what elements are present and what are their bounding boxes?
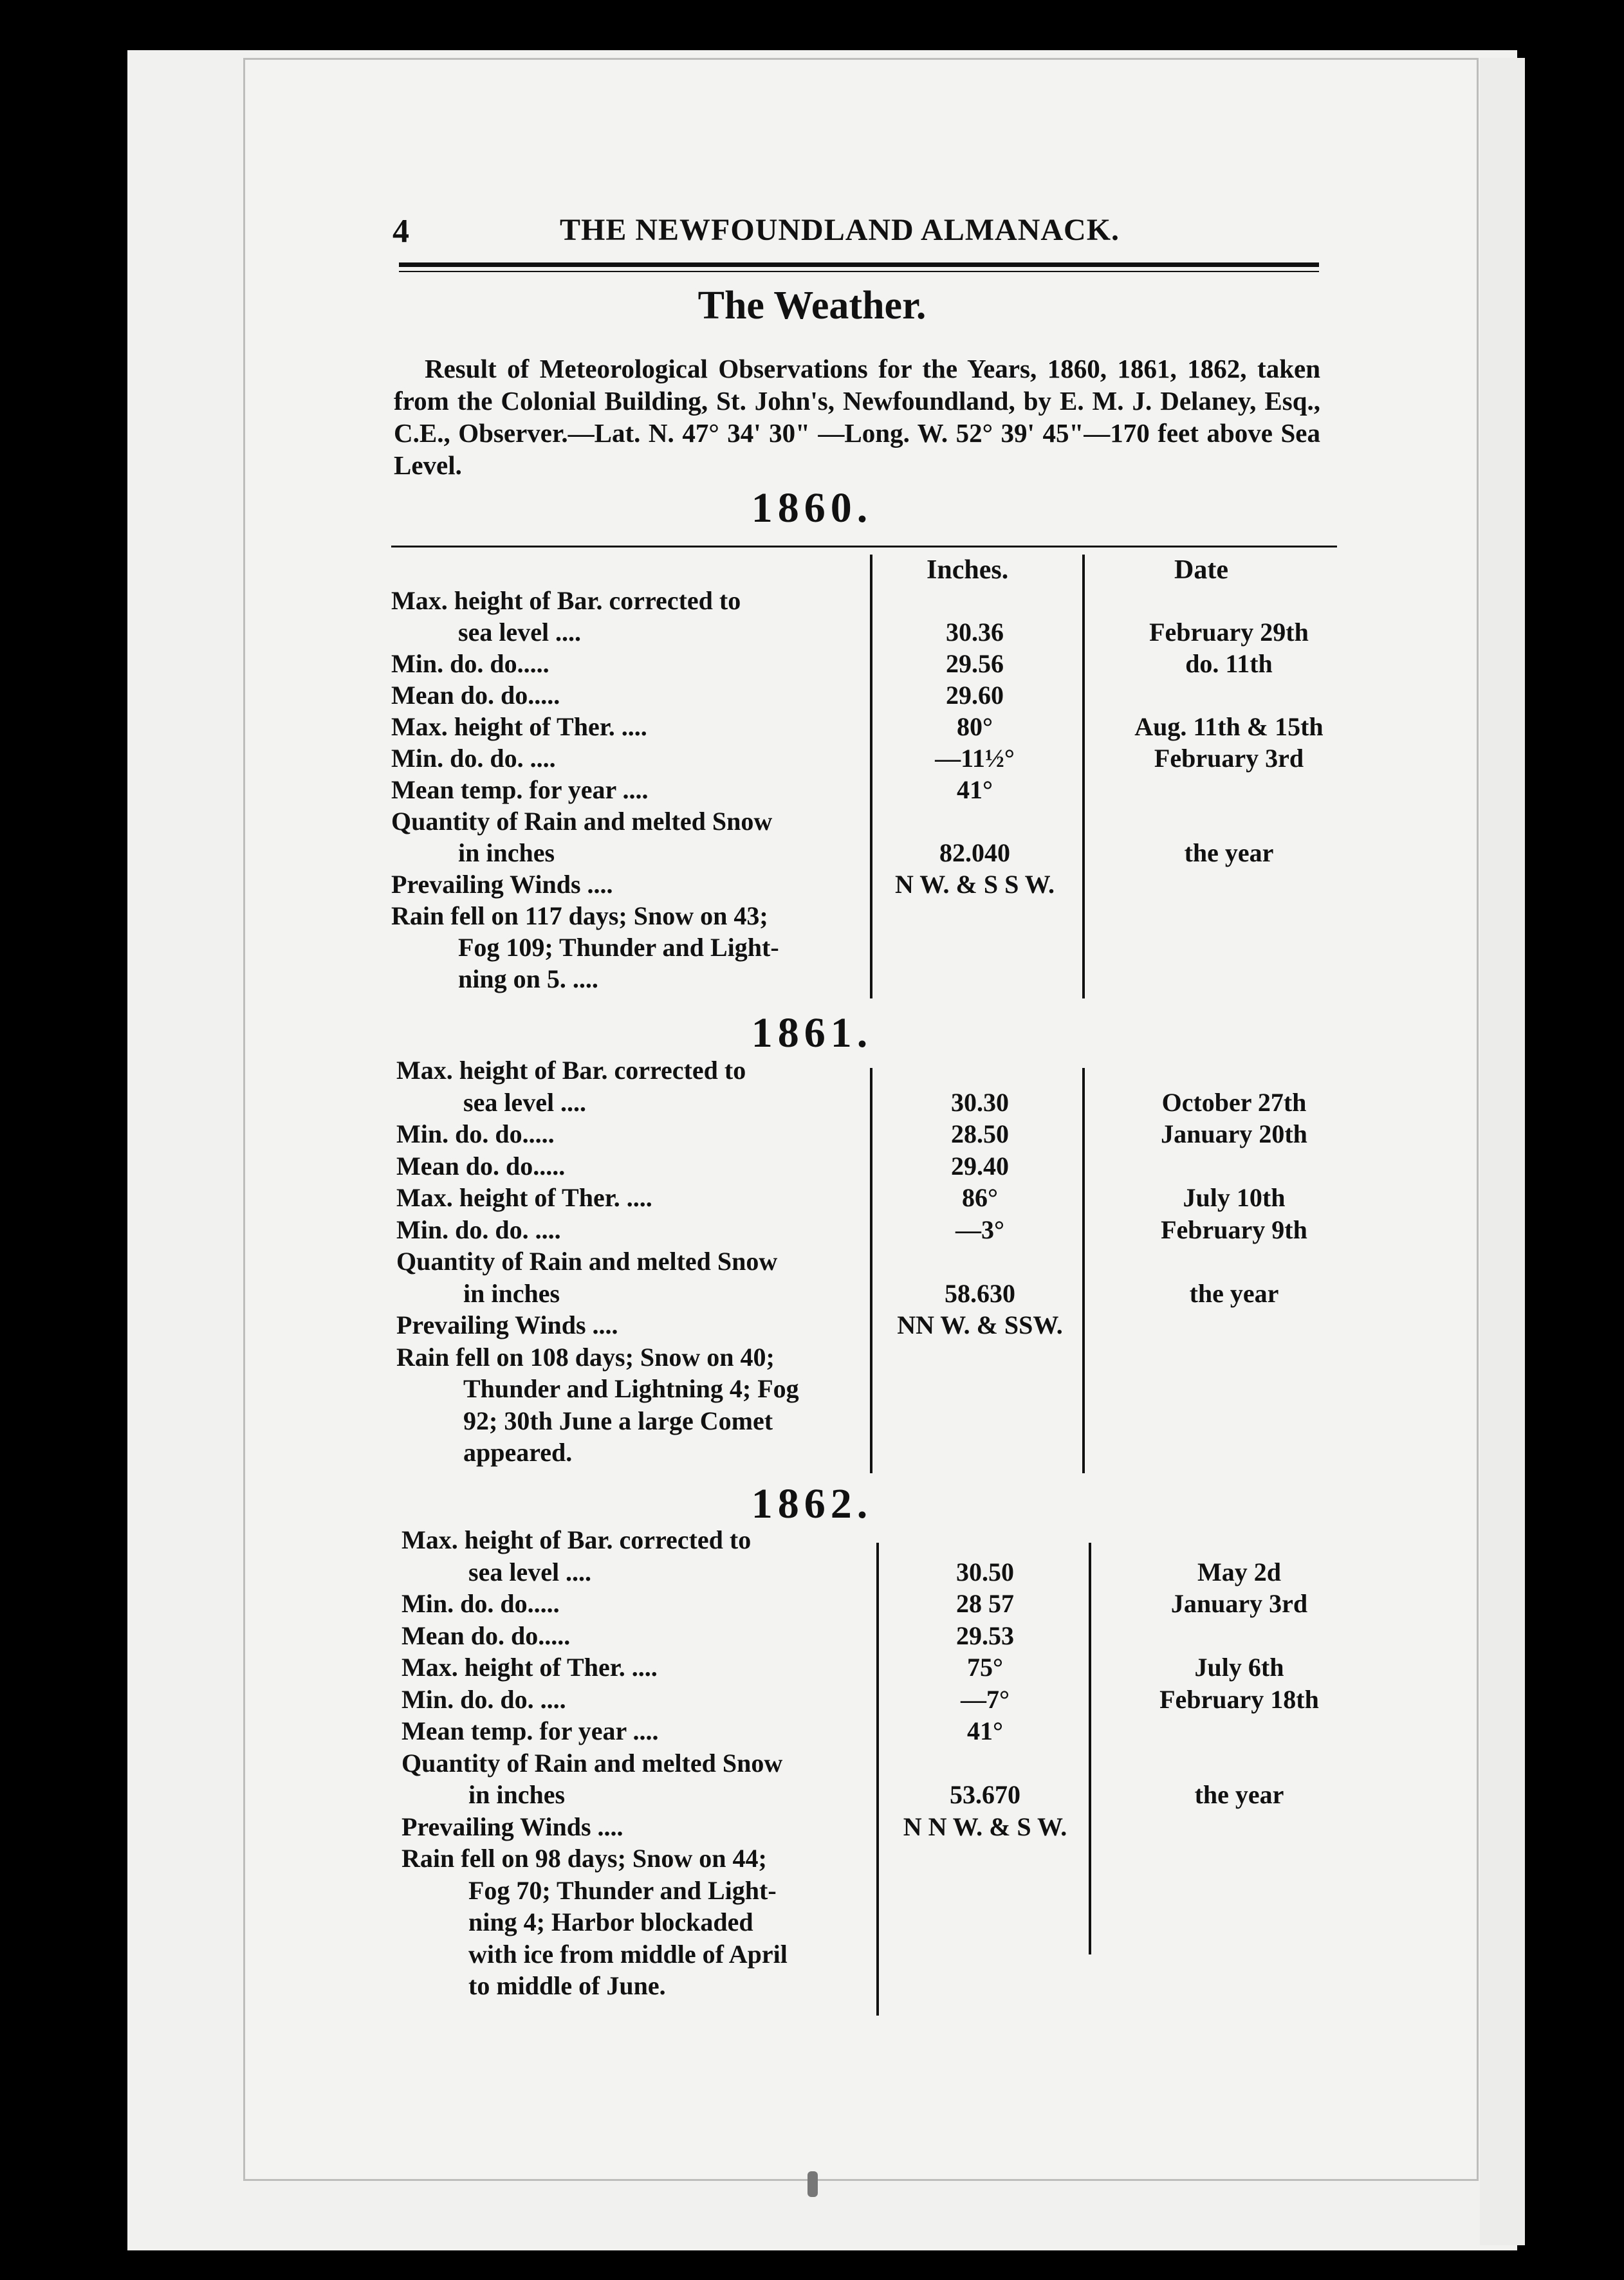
row-date: February 29th [1149,618,1309,647]
row-date: February 9th [1161,1215,1307,1244]
row-label: in inches [463,1278,560,1308]
row-value: N W. & S S W. [895,870,1055,899]
row-label: Max. height of Ther. .... [391,712,647,741]
section-title: The Weather. [697,284,927,327]
row-label: sea level .... [458,618,582,647]
row-label: Quantity of Rain and melted Snow [396,1247,778,1276]
row-value: 28 57 [956,1589,1014,1618]
row-label: Min. do. do. .... [396,1215,561,1244]
row-label: ning 4; Harbor blockaded [468,1908,753,1936]
row-label: appeared. [463,1438,573,1467]
row-value: 41° [967,1716,1003,1745]
row-label: in inches [468,1780,566,1809]
row-date: January 3rd [1170,1589,1308,1618]
row-label: Quantity of Rain and melted Snow [401,1748,783,1778]
row-value: 80° [957,712,993,741]
intro-paragraph [394,353,1320,481]
row-value: —7° [961,1684,1010,1714]
row-label: ning on 5. .... [458,964,598,993]
row-label: Prevailing Winds .... [401,1812,623,1841]
row-value: 30.36 [946,618,1004,647]
row-label: Max. height of Bar. corrected to [391,586,741,615]
row-label: Max. height of Bar. corrected to [401,1525,752,1554]
row-value: 30.50 [956,1557,1014,1586]
row-value: 29.60 [946,681,1004,710]
row-label: Min. do. do..... [396,1119,555,1148]
row-date: Aug. 11th & 15th [1134,712,1324,741]
row-label: Prevailing Winds .... [396,1310,618,1339]
row-label: Fog 109; Thunder and Light- [458,933,779,962]
row-label: Max. height of Ther. .... [401,1653,658,1682]
row-label: Mean do. do..... [396,1151,566,1181]
row-label: Prevailing Winds .... [391,870,613,899]
running-head: THE NEWFOUNDLAND ALMANACK. [560,213,1120,247]
row-label: Min. do. do..... [391,649,549,678]
row-label: Fog 70; Thunder and Light- [468,1875,777,1905]
row-value: 29.56 [946,649,1004,678]
year-heading-1861: 1861. [751,1009,873,1056]
row-date: October 27th [1161,1087,1307,1117]
page-header [392,212,1332,264]
table-rule-1860 [391,546,1337,547]
row-date: February 18th [1159,1684,1319,1714]
row-label: Mean temp. for year .... [391,775,649,804]
row-date: January 20th [1161,1119,1307,1148]
intro-text: Result of Meteorological Observations for the Years, 1860, 1861, 1862, taken from the Colonial Building, St. John's, Newfoundland, by E. M. J. Delaney, Esq., C.E., Observer.—Lat. N. 47° 34' 30" —Long. W. 52° 39' 45"—170 feet above Sea Level. [394,354,1320,480]
row-value: 29.53 [956,1621,1014,1650]
row-label: Max. height of Bar. corrected to [396,1056,746,1085]
ink-smudge [807,2171,818,2197]
row-label: 92; 30th June a large Comet [463,1406,773,1435]
header-rule-thick [399,262,1319,267]
row-value: 29.40 [951,1151,1009,1181]
row-value: —11½° [935,744,1015,773]
row-label: Min. do. do. .... [401,1684,566,1714]
row-date: the year [1184,838,1274,867]
row-date: May 2d [1197,1557,1281,1586]
row-label: sea level .... [463,1087,587,1117]
row-value: NN W. & SSW. [897,1310,1063,1339]
row-value: —3° [955,1215,1004,1244]
row-value: 53.670 [950,1780,1020,1809]
row-value: 58.630 [945,1278,1015,1308]
row-label: Rain fell on 117 days; Snow on 43; [391,901,768,930]
row-value: 41° [957,775,993,804]
row-label: sea level .... [468,1557,592,1586]
year-heading-1862: 1862. [751,1480,873,1527]
row-label: Min. do. do..... [401,1589,560,1618]
row-value: 30.30 [951,1087,1009,1117]
row-label: Mean temp. for year .... [401,1716,659,1745]
inches-column-header: Inches. [927,555,1009,585]
row-label: Mean do. do..... [401,1621,571,1650]
row-label: Rain fell on 108 days; Snow on 40; [396,1342,775,1372]
row-value: 86° [962,1183,998,1212]
row-date: July 6th [1194,1653,1284,1682]
row-date: the year [1194,1780,1284,1809]
row-date: the year [1189,1278,1279,1308]
column-divider-1861-left [870,1068,872,1473]
row-value: 82.040 [939,838,1010,867]
date-column-header: Date [1174,555,1228,585]
row-label: Max. height of Ther. .... [396,1183,652,1212]
row-label: Thunder and Lightning 4; Fog [463,1374,799,1403]
column-divider-1860-right [1082,555,1085,998]
row-value: 28.50 [951,1119,1009,1148]
page-number: 4 [392,213,409,250]
row-label: to middle of June. [468,1971,666,2000]
row-label: Rain fell on 98 days; Snow on 44; [401,1844,767,1873]
row-label: in inches [458,838,555,867]
row-label: Quantity of Rain and melted Snow [391,807,773,836]
row-date: July 10th [1183,1183,1286,1212]
row-date: February 3rd [1154,744,1304,773]
row-label: Mean do. do..... [391,681,560,710]
header-rule-thin [399,271,1319,272]
adjacent-page-edge [1480,58,1525,2245]
row-label: with ice from middle of April [468,1939,788,1969]
row-date: do. 11th [1185,649,1273,678]
row-value: 75° [967,1653,1003,1682]
row-label: Min. do. do. .... [391,744,556,773]
row-value: N N W. & S W. [903,1812,1067,1841]
year-heading-1860: 1860. [751,484,873,531]
